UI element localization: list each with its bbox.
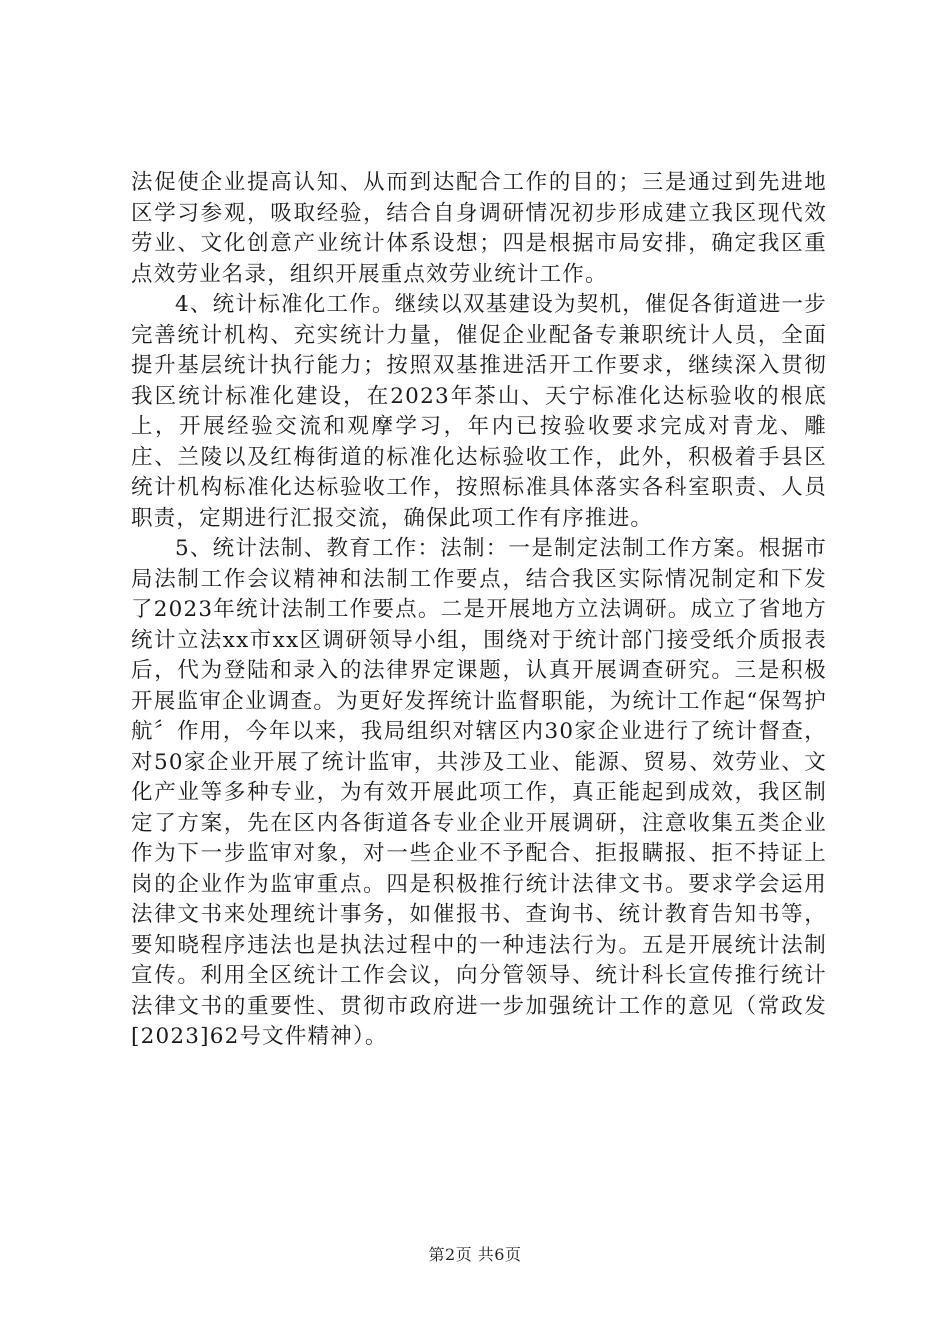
paragraph-legal-education: 5、统计法制、教育工作：法制：一是制定法制工作方案。根据市局法制工作会议精神和法制工作要点，结合我区实际情况制定和下发了2023年统计法制工作要点。二是开展地方立法调研。成立了省地方统计立法xx市xx区调研领导小组，围绕对于统计部门接受纸介质报表后，代为登陆和录入的法律界定课题，认真开展调查研究。三是积极开展监审企业调查。为更好发挥统计监督职能，为统计工作起“保驾护航〞作用，今年以来，我局组织对辖区内30家企业进行了统计督查，对50家企业开展了统计监审，共涉及工业、能源、贸易、效劳业、文化产业等多种专业，为有效开展此项工作，真正能起到成效，我区制定了方案，先在区内各街道各专业企业开展调研，注意收集五类企业作为下一步监审对象，对一些企业不予配合、拒报瞒报、拒不持证上岗的企业作为监审重点。四是积极推行统计法律文书。要求学会运用法律文书来处理统计事务，如催报书、查询书、统计教育告知书等，要知晓程序违法也是执法过程中的一种违法行为。五是开展统计法制宣传。利用全区统计工作会议，向分管领导、统计科长宣传推行统计法律文书的重要性、贯彻市政府进一步加强统计工作的意见（常政发[2023]62号文件精神）。 <box>131 536 827 1049</box>
paragraph-standardization: 4、统计标准化工作。继续以双基建设为契机，催促各街道进一步完善统计机构、充实统计力量，催促企业配备专兼职统计人员，全面提升基层统计执行能力；按照双基推进活开工作要求，继续深入贯彻我区统计标准化建设，在2023年茶山、天宁标准化达标验收的根底上，开展经验交流和观摩学习，年内已按验收要求完成对青龙、雕庄、兰陵以及红梅街道的标准化达标验收工作，此外，积极着手县区统计机构标准化达标验收工作，按照标准具体落实各科室职责、人员职责，定期进行汇报交流，确保此项工作有序推进。 <box>131 292 827 531</box>
page-number: 第2页 共6页 <box>428 1245 522 1264</box>
page-footer <box>0 1242 950 1265</box>
paragraph-continuation: 法促使企业提高认知、从而到达配合工作的目的；三是通过到先进地区学习参观，吸取经验，结合自身调研情况初步形成建立我区现代效劳业、文化创意产业统计体系设想；四是根据市局安排，确定我区重点效劳业名录，组织开展重点效劳业统计工作。 <box>131 170 827 287</box>
document-body <box>131 168 827 1053</box>
